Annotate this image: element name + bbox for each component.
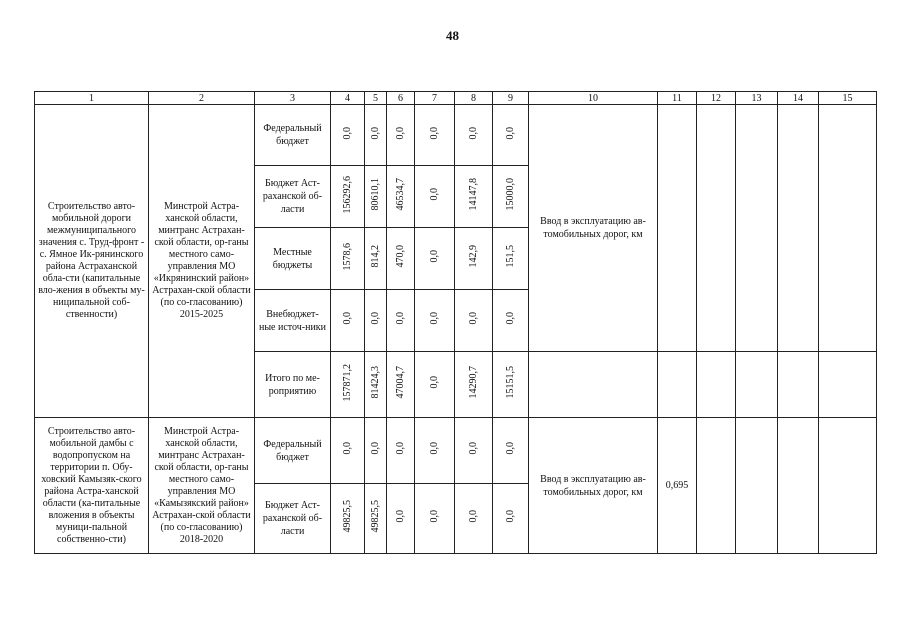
value-cell: 470,0 bbox=[387, 228, 415, 290]
funding-source-cell: Федеральный бюджет bbox=[255, 105, 331, 166]
empty-cell bbox=[697, 105, 736, 352]
column-header: 2 bbox=[149, 92, 255, 105]
value-cell: 0,0 bbox=[415, 418, 455, 484]
value-cell: 142,9 bbox=[455, 228, 493, 290]
result-indicator-cell: Ввод в эксплуатацию ав-томобильных дорог, км bbox=[529, 418, 658, 554]
value-cell: 15151,5 bbox=[493, 352, 529, 418]
column-header: 15 bbox=[819, 92, 877, 105]
empty-cell bbox=[778, 418, 819, 554]
column-header: 13 bbox=[736, 92, 778, 105]
empty-cell bbox=[819, 352, 877, 418]
value-cell: 0,0 bbox=[331, 290, 365, 352]
column-header: 7 bbox=[415, 92, 455, 105]
empty-cell bbox=[697, 352, 736, 418]
value-cell: 0,0 bbox=[365, 290, 387, 352]
column-header: 5 bbox=[365, 92, 387, 105]
value-cell: 15000,0 bbox=[493, 166, 529, 228]
value-cell: 0,0 bbox=[493, 290, 529, 352]
value-cell: 156292,6 bbox=[331, 166, 365, 228]
value-cell: 0,0 bbox=[387, 105, 415, 166]
value-cell: 0,0 bbox=[415, 484, 455, 554]
value-cell: 0,0 bbox=[331, 105, 365, 166]
value-cell: 0,0 bbox=[365, 105, 387, 166]
indicator-value-cell bbox=[658, 105, 697, 352]
value-cell: 14147,8 bbox=[455, 166, 493, 228]
empty-cell bbox=[778, 105, 819, 352]
column-header: 10 bbox=[529, 92, 658, 105]
value-cell: 157871,2 bbox=[331, 352, 365, 418]
value-cell: 47004,7 bbox=[387, 352, 415, 418]
funding-source-cell: Местные бюджеты bbox=[255, 228, 331, 290]
value-cell: 0,0 bbox=[331, 418, 365, 484]
value-cell: 81424,3 bbox=[365, 352, 387, 418]
value-cell: 49825,5 bbox=[331, 484, 365, 554]
funding-source-cell: Бюджет Аст-раханской об-ласти bbox=[255, 166, 331, 228]
result-indicator-cell: Ввод в эксплуатацию ав-томобильных дорог, км bbox=[529, 105, 658, 352]
value-cell: 0,0 bbox=[415, 290, 455, 352]
activity-name-cell: Строительство авто-мобильной дороги межмуниципального значения с. Труд-фронт - с. Ямное Ик-рянинского района Астраханской обла-сти (капитальные вло-жения в объекты му-ниципальной соб-ственности) bbox=[35, 105, 149, 418]
empty-cell bbox=[736, 105, 778, 352]
value-cell: 0,0 bbox=[493, 484, 529, 554]
value-cell: 151,5 bbox=[493, 228, 529, 290]
activity-name-cell: Строительство авто-мобильной дамбы с водопропуском на территории п. Обу-ховский Камызяк-ского района Астра-ханской области (ка-питальные вложения в объекты муници-пальной собственно-сти) bbox=[35, 418, 149, 554]
value-cell: 1578,6 bbox=[331, 228, 365, 290]
value-cell: 0,0 bbox=[455, 105, 493, 166]
funding-source-cell: Федеральный бюджет bbox=[255, 418, 331, 484]
column-header: 4 bbox=[331, 92, 365, 105]
value-cell: 0,0 bbox=[493, 105, 529, 166]
empty-cell bbox=[778, 352, 819, 418]
empty-cell bbox=[736, 352, 778, 418]
executor-cell: Минстрой Астра-ханской области, минтранс Астрахан-ской области, ор-ганы местного само-управления МО «Камызякский район» Астрахан-ской области (по со-гласованию) 2018-2020 bbox=[149, 418, 255, 554]
page-number: 48 bbox=[446, 28, 459, 43]
value-cell: 814,2 bbox=[365, 228, 387, 290]
column-header: 12 bbox=[697, 92, 736, 105]
value-cell: 0,0 bbox=[455, 484, 493, 554]
empty-cell bbox=[697, 418, 736, 554]
value-cell: 0,0 bbox=[387, 290, 415, 352]
column-header: 8 bbox=[455, 92, 493, 105]
value-cell: 0,0 bbox=[493, 418, 529, 484]
value-cell: 0,0 bbox=[455, 290, 493, 352]
value-cell: 0,0 bbox=[455, 418, 493, 484]
value-cell: 46534,7 bbox=[387, 166, 415, 228]
empty-cell bbox=[529, 352, 658, 418]
column-header: 9 bbox=[493, 92, 529, 105]
value-cell: 0,0 bbox=[415, 228, 455, 290]
empty-cell bbox=[736, 418, 778, 554]
value-cell: 80610,1 bbox=[365, 166, 387, 228]
empty-cell bbox=[658, 352, 697, 418]
value-cell: 14290,7 bbox=[455, 352, 493, 418]
column-header: 6 bbox=[387, 92, 415, 105]
indicator-value-cell: 0,695 bbox=[658, 418, 697, 554]
empty-cell bbox=[819, 418, 877, 554]
value-cell: 0,0 bbox=[365, 418, 387, 484]
table-row bbox=[35, 418, 877, 484]
column-header: 14 bbox=[778, 92, 819, 105]
column-number-row bbox=[35, 92, 877, 105]
funding-source-cell: Бюджет Аст-раханской об-ласти bbox=[255, 484, 331, 554]
value-cell: 49825,5 bbox=[365, 484, 387, 554]
value-cell: 0,0 bbox=[415, 105, 455, 166]
column-header: 11 bbox=[658, 92, 697, 105]
column-header: 1 bbox=[35, 92, 149, 105]
column-header: 3 bbox=[255, 92, 331, 105]
table-row bbox=[35, 105, 877, 166]
program-table bbox=[34, 91, 877, 554]
empty-cell bbox=[819, 105, 877, 352]
value-cell: 0,0 bbox=[415, 166, 455, 228]
value-cell: 0,0 bbox=[415, 352, 455, 418]
executor-cell: Минстрой Астра-ханской области, минтранс Астрахан-ской области, ор-ганы местного само-управления МО «Икрянинский район» Астрахан-ской области (по со-гласованию) 2015-2025 bbox=[149, 105, 255, 418]
funding-source-cell: Внебюджет-ные источ-ники bbox=[255, 290, 331, 352]
value-cell: 0,0 bbox=[387, 418, 415, 484]
funding-source-cell: Итого по ме-роприятию bbox=[255, 352, 331, 418]
value-cell: 0,0 bbox=[387, 484, 415, 554]
